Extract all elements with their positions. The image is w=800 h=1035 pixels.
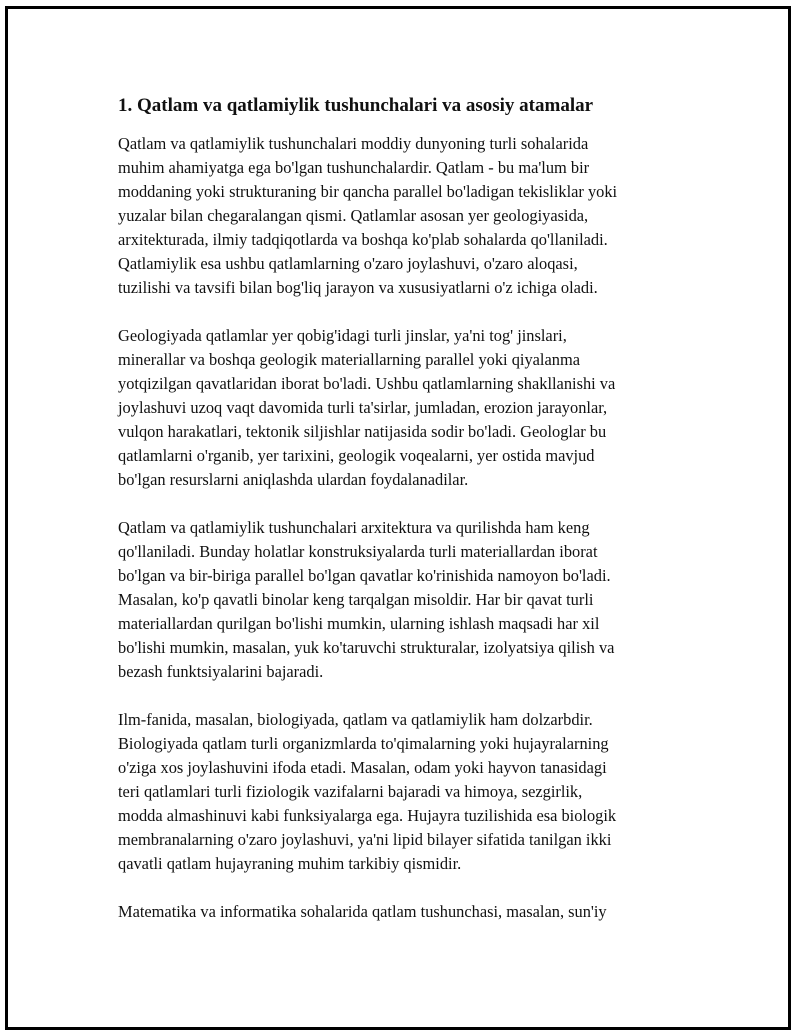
text-line: tuzilishi va tavsifi bilan bog'liq jarayon va xususiyatlarni o'z ichiga oladi. (118, 278, 598, 297)
text-line: Qatlamiylik esa ushbu qatlamlarning o'zaro joylashuvi, o'zaro aloqasi, (118, 254, 578, 273)
text-line: vulqon harakatlari, tektonik siljishlar natijasida sodir bo'ladi. Geologlar bu (118, 422, 607, 441)
text-line: arxitekturada, ilmiy tadqiqotlarda va boshqa ko'plab sohalarda qo'llaniladi. (118, 230, 608, 249)
text-line: qo'llaniladi. Bunday holatlar konstruksiyalarda turli materiallardan iborat (118, 542, 598, 561)
text-line: qavatli qatlam hujayraning muhim tarkibiy qismidir. (118, 854, 462, 873)
text-line: Qatlam va qatlamiylik tushunchalari arxitektura va qurilishda ham keng (118, 518, 590, 537)
text-line: muhim ahamiyatga ega bo'lgan tushunchalardir. Qatlam - bu ma'lum bir (118, 158, 590, 177)
paragraph-2 (118, 324, 688, 492)
text-line: minerallar va boshqa geologik materiallarning parallel yoki qiyalanma (118, 350, 580, 369)
text-line: bo'lgan resurslarni aniqlashda ulardan foydalanadilar. (118, 470, 469, 489)
text-line: joylashuvi uzoq vaqt davomida turli ta'sirlar, jumladan, erozion jarayonlar, (118, 398, 608, 417)
text-line: materiallardan qurilgan bo'lishi mumkin, ularning ishlash maqsadi har xil (118, 614, 600, 633)
text-line: Geologiyada qatlamlar yer qobig'idagi turli jinslar, ya'ni tog' jinslari, (118, 326, 567, 345)
text-line: modda almashinuvi kabi funksiyalarga ega. Hujayra tuzilishida esa biologik (118, 806, 617, 825)
text-line: o'ziga xos joylashuvini ifoda etadi. Masalan, odam yoki hayvon tanasidagi (118, 758, 607, 777)
text-line: Ilm-fanida, masalan, biologiyada, qatlam va qatlamiylik ham dolzarbdir. (118, 710, 593, 729)
text-line: Qatlam va qatlamiylik tushunchalari moddiy dunyoning turli sohalarida (118, 134, 589, 153)
paragraph-4 (118, 708, 688, 876)
text-line: Masalan, ko'p qavatli binolar keng tarqalgan misoldir. Har bir qavat turli (118, 590, 594, 609)
text-line: teri qatlamlari turli fiziologik vazifalarni bajaradi va himoya, sezgirlik, (118, 782, 583, 801)
paragraph-1 (118, 132, 688, 300)
text-line: yuzalar bilan chegaralangan qismi. Qatlamlar asosan yer geologiyasida, (118, 206, 589, 225)
text-line: yotqizilgan qavatlaridan iborat bo'ladi. Ushbu qatlamlarning shakllanishi va (118, 374, 616, 393)
text-line: bo'lishi mumkin, masalan, yuk ko'taruvchi strukturalar, izolyatsiya qilish va (118, 638, 615, 657)
section-heading: 1. Qatlam va qatlamiylik tushunchalari va asosiy atamalar (118, 95, 594, 116)
text-line: Biologiyada qatlam turli organizmlarda to'qimalarning yoki hujayralarning (118, 734, 609, 753)
text-line: moddaning yoki strukturaning bir qancha parallel bo'ladigan tekisliklar yoki (118, 182, 618, 201)
document-body (118, 94, 688, 948)
text-line: qatlamlarni o'rganib, yer tarixini, geologik voqealarni, yer ostida mavjud (118, 446, 595, 465)
text-line: bezash funktsiyalarini bajaradi. (118, 662, 324, 681)
text-line: Matematika va informatika sohalarida qatlam tushunchasi, masalan, sun'iy (118, 902, 607, 921)
text-line: membranalarning o'zaro joylashuvi, ya'ni lipid bilayer sifatida tanilgan ikki (118, 830, 612, 849)
text-line: bo'lgan va bir-biriga parallel bo'lgan qavatlar ko'rinishida namoyon bo'ladi. (118, 566, 611, 585)
paragraph-3 (118, 516, 688, 684)
paragraph-5 (118, 900, 688, 924)
